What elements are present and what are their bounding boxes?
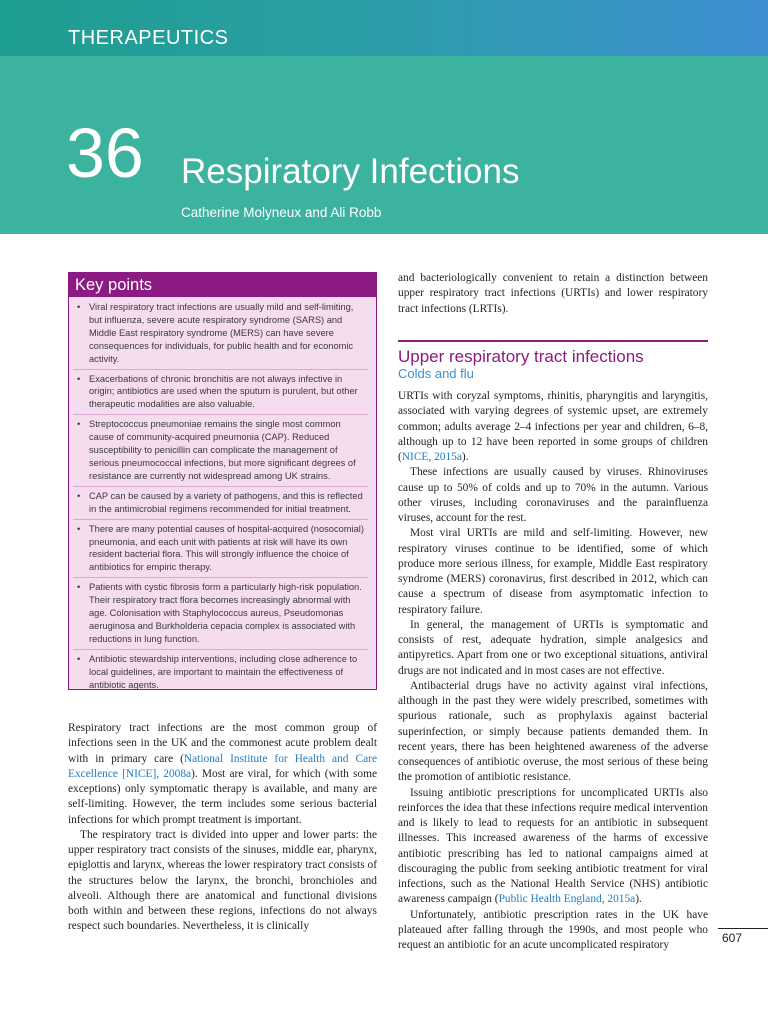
paragraph: Unfortunately, antibiotic prescription rates in the UK have plateaued after falling through the 1990s, and most people who request an antibiotic for an acute uncomplicated respiratory [398, 908, 708, 951]
section-heading-rule [398, 340, 708, 368]
section-heading: Upper respiratory tract infections [398, 347, 644, 366]
citation-link[interactable]: NICE, 2015a [401, 451, 462, 463]
key-point: • Patients with cystic fibrosis form a particularly high-risk population. Their respiratory tract flora becomes increasingly abnormal with age. Colonisation with Staphylococcus aureus, Pseudomonas aeruginosa and Burkholderia cepacia complex is associated with reductions in lung function. [73, 577, 368, 646]
paragraph: In general, the management of URTIs is symptomatic and consists of rest, adequate hydration, simple analgesics and antipyretics. Apart from one or two exceptional situations, antiviral drugs are not indicated and in most cases are not effective. [398, 618, 708, 677]
text-run: Respiratory tract infections are the most common group of infections seen in the UK and the commonest acute problem dealt with in primary care ( [68, 722, 377, 765]
right-column-continuation [398, 271, 708, 317]
citation-link[interactable]: National Institute for Health and Care Excellence [NICE], 2008a [68, 752, 377, 780]
authors: Catherine Molyneux and Ali Robb [181, 205, 382, 220]
key-point: • There are many potential causes of hospital-acquired (nosocomial) pneumonia, and each unit with patients at risk will have its own resident bacterial flora. This will strongly influence the choice of antibiotics for empiric therapy. [73, 519, 368, 575]
page-number: 607 [722, 931, 743, 945]
header-band [0, 0, 768, 56]
paragraph: Antibacterial drugs have no activity against viral infections, although in the past they were widely prescribed, sometimes with spurious rationale, such as prophylaxis against bacterial superinfection, or simply because patients demanded them. In recent years, there has been heightened awareness of the adverse consequences of antibiotic overuse, the most serious of these being the promotion of antibiotic resistance. [398, 679, 708, 784]
paragraph: The respiratory tract is divided into upper and lower parts: the upper respiratory tract consists of the sinuses, middle ear, pharynx, epiglottis and larynx, whereas the lower respiratory tract consists of the structures below the larynx, the bronchi, bronchioles and alveoli. Although there are anatomical and functional divisions both within and between these regions, infections do not always respect such boundaries. Nevertheless, it is clinically [68, 828, 377, 933]
citation-link[interactable]: Public Health England, 2015a [498, 893, 636, 906]
page-number-rule [718, 928, 768, 929]
key-point: • Exacerbations of chronic bronchitis are not always infective in origin; antibiotics are used when the sputum is purulent, but other therapeutic modalities are also valuable. [73, 369, 368, 412]
key-points-list [69, 297, 376, 691]
text-run: ). [461, 451, 469, 463]
key-points-box [68, 272, 377, 690]
paragraph [398, 786, 708, 908]
key-point: • Antibiotic stewardship interventions, including close adherence to local guidelines, are important to maintain the effectiveness of antibiotic agents. [73, 649, 368, 692]
paragraph [398, 389, 708, 465]
key-points-title: Key points [69, 273, 376, 297]
paragraph: These infections are usually caused by viruses. Rhinoviruses cause up to 50% of colds and up to 70% in the autumn. Various other viruses, including coronaviruses and the parainfluenza viruses, account for the rest. [398, 466, 708, 524]
paragraph: Most viral URTIs are mild and self-limiting. However, new respiratory viruses continue to be identified, some of which produce more serious illness, for example, Middle East respiratory syndrome (MERS) coronavirus, first described in 2012, which can cause a spectrum of disease from asymptomatic infection to respiratory failure. [398, 527, 708, 616]
sub-heading: Colds and flu [398, 366, 474, 381]
chapter-title: Respiratory Infections [181, 152, 520, 191]
left-column [68, 721, 377, 935]
key-point: • Viral respiratory tract infections are usually mild and self-limiting, but influenza, severe acute respiratory syndrome (SARS) and Middle East respiratory syndrome (MERS) can have severe consequences for individuals, for public health and for economic activity. [73, 301, 368, 366]
right-column [398, 389, 708, 953]
text-run: URTIs with coryzal symptoms, rhinitis, pharyngitis and laryngitis, associated with varying degrees of systemic upset, are extremely common; adults average 2–4 infections per year and children, 6–8, although up to 12 have been reported in some groups of children ( [398, 390, 708, 463]
paragraph: and bacteriologically convenient to retain a distinction between upper respiratory tract infections (URTIs) and lower respiratory tract infections (LRTIs). [398, 272, 708, 315]
section-label: THERAPEUTICS [68, 27, 229, 49]
text-run: ). [635, 893, 642, 906]
key-point: • CAP can be caused by a variety of pathogens, and this is reflected in the antimicrobial regimens recommended for initial treatment. [73, 486, 368, 516]
chapter-number: 36 [66, 114, 144, 192]
paragraph [68, 721, 377, 828]
text-run: Issuing antibiotic prescriptions for uncomplicated URTIs also reinforces the idea that these infections require medical intervention and is likely to lead to requests for an antibiotic in subsequent illnesses. This increased awareness of the harms of excessive antibiotic prescribing has led to national campaigns aimed at discouraging the public from seeking antibiotic treatment for viral infections, such as the National Health Service (NHS) antibiotic awareness campaign ( [398, 786, 708, 906]
text-run: ). Most are viral, for which (with some exceptions) only symptomatic therapy is available, and many are self-limiting. However, the term includes some serious bacterial infections for which prompt treatment is important. [68, 767, 377, 826]
key-point: • Streptococcus pneumoniae remains the single most common cause of community-acquired pneumonia (CAP). Reduced susceptibility to penicillin can complicate the management of serious pneumococcal infections, but more significant degrees of resistance are currently not widespread among UK strains. [73, 414, 368, 483]
